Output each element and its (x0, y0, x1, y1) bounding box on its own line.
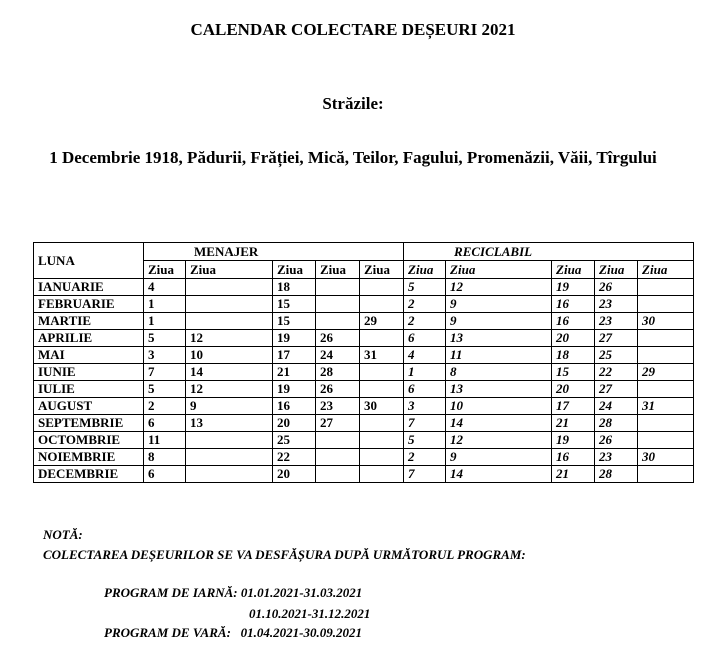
header-ziua: Ziua (404, 261, 446, 279)
menajer-day-cell (186, 466, 273, 483)
month-cell: AUGUST (34, 398, 144, 415)
reciclabil-day-cell: 17 (552, 398, 595, 415)
menajer-day-cell: 7 (144, 364, 186, 381)
menajer-day-cell (316, 279, 360, 296)
menajer-day-cell (360, 381, 404, 398)
menajer-day-cell (316, 296, 360, 313)
reciclabil-day-cell: 28 (595, 415, 638, 432)
table-row (34, 364, 694, 381)
reciclabil-day-cell: 5 (404, 279, 446, 296)
month-cell: IANUARIE (34, 279, 144, 296)
reciclabil-day-cell (638, 381, 694, 398)
menajer-day-cell: 1 (144, 313, 186, 330)
month-cell: MAI (34, 347, 144, 364)
menajer-day-cell: 26 (316, 381, 360, 398)
reciclabil-day-cell: 23 (595, 296, 638, 313)
menajer-day-cell (316, 313, 360, 330)
menajer-day-cell: 29 (360, 313, 404, 330)
menajer-day-cell (360, 364, 404, 381)
menajer-day-cell: 24 (316, 347, 360, 364)
summer-range: 01.04.2021-30.09.2021 (240, 625, 362, 640)
menajer-day-cell (360, 449, 404, 466)
table-row (34, 415, 694, 432)
menajer-day-cell: 23 (316, 398, 360, 415)
menajer-day-cell: 17 (273, 347, 316, 364)
menajer-day-cell (360, 466, 404, 483)
reciclabil-day-cell: 30 (638, 313, 694, 330)
reciclabil-day-cell: 28 (595, 466, 638, 483)
menajer-day-cell: 2 (144, 398, 186, 415)
menajer-day-cell: 10 (186, 347, 273, 364)
reciclabil-day-cell: 9 (446, 449, 552, 466)
menajer-day-cell (316, 432, 360, 449)
menajer-day-cell: 5 (144, 330, 186, 347)
menajer-day-cell (186, 313, 273, 330)
menajer-day-cell: 20 (273, 466, 316, 483)
month-cell: APRILIE (34, 330, 144, 347)
reciclabil-day-cell: 9 (446, 313, 552, 330)
header-ziua: Ziua (446, 261, 552, 279)
table-row (34, 398, 694, 415)
reciclabil-day-cell: 9 (446, 296, 552, 313)
reciclabil-day-cell: 16 (552, 296, 595, 313)
menajer-day-cell: 13 (186, 415, 273, 432)
menajer-day-cell (186, 279, 273, 296)
collection-calendar-table (33, 242, 694, 483)
reciclabil-day-cell: 18 (552, 347, 595, 364)
menajer-day-cell: 31 (360, 347, 404, 364)
reciclabil-day-cell: 15 (552, 364, 595, 381)
reciclabil-day-cell: 2 (404, 313, 446, 330)
reciclabil-day-cell: 4 (404, 347, 446, 364)
menajer-day-cell: 5 (144, 381, 186, 398)
reciclabil-day-cell (638, 347, 694, 364)
table-row (34, 296, 694, 313)
menajer-day-cell: 11 (144, 432, 186, 449)
header-ziua: Ziua (144, 261, 186, 279)
menajer-day-cell: 28 (316, 364, 360, 381)
reciclabil-day-cell: 12 (446, 279, 552, 296)
menajer-day-cell: 1 (144, 296, 186, 313)
reciclabil-day-cell: 14 (446, 466, 552, 483)
reciclabil-day-cell: 31 (638, 398, 694, 415)
menajer-day-cell: 6 (144, 415, 186, 432)
reciclabil-day-cell (638, 279, 694, 296)
reciclabil-day-cell: 23 (595, 313, 638, 330)
document-title: CALENDAR COLECTARE DEȘEURI 2021 (190, 20, 516, 39)
header-ziua: Ziua (595, 261, 638, 279)
menajer-day-cell: 3 (144, 347, 186, 364)
menajer-day-cell (186, 296, 273, 313)
menajer-day-cell (186, 432, 273, 449)
menajer-day-cell: 12 (186, 330, 273, 347)
reciclabil-day-cell: 21 (552, 466, 595, 483)
menajer-day-cell (360, 415, 404, 432)
header-ziua: Ziua (273, 261, 316, 279)
table-header-row (34, 243, 694, 261)
menajer-day-cell: 8 (144, 449, 186, 466)
reciclabil-day-cell (638, 466, 694, 483)
reciclabil-day-cell (638, 432, 694, 449)
table-row (34, 432, 694, 449)
winter-range-2: 01.10.2021-31.12.2021 (249, 606, 371, 621)
header-ziua: Ziua (360, 261, 404, 279)
menajer-day-cell: 4 (144, 279, 186, 296)
reciclabil-day-cell: 3 (404, 398, 446, 415)
header-luna: LUNA (34, 243, 144, 279)
month-cell: IUNIE (34, 364, 144, 381)
header-ziua: Ziua (552, 261, 595, 279)
table-row (34, 313, 694, 330)
month-cell: DECEMBRIE (34, 466, 144, 483)
header-ziua: Ziua (316, 261, 360, 279)
reciclabil-day-cell: 6 (404, 381, 446, 398)
header-menajer: MENAJER (144, 243, 404, 261)
reciclabil-day-cell: 19 (552, 279, 595, 296)
menajer-day-cell: 15 (273, 313, 316, 330)
reciclabil-day-cell: 20 (552, 330, 595, 347)
reciclabil-day-cell: 11 (446, 347, 552, 364)
menajer-day-cell: 22 (273, 449, 316, 466)
reciclabil-day-cell: 20 (552, 381, 595, 398)
menajer-day-cell (316, 449, 360, 466)
menajer-day-cell: 15 (273, 296, 316, 313)
winter-range-1: 01.01.2021-31.03.2021 (240, 585, 363, 600)
reciclabil-day-cell (638, 330, 694, 347)
menajer-day-cell: 14 (186, 364, 273, 381)
reciclabil-day-cell: 8 (446, 364, 552, 381)
streets-list: 1 Decembrie 1918, Pădurii, Frăției, Mică, Teilor, Fagului, Promenăzii, Văii, Tîrgului (49, 148, 657, 167)
reciclabil-day-cell: 10 (446, 398, 552, 415)
header-ziua: Ziua (638, 261, 694, 279)
menajer-day-cell: 25 (273, 432, 316, 449)
summer-program-label: PROGRAM DE VARĂ: (104, 625, 231, 640)
reciclabil-day-cell: 16 (552, 313, 595, 330)
reciclabil-day-cell: 27 (595, 381, 638, 398)
menajer-day-cell: 26 (316, 330, 360, 347)
month-cell: SEPTEMBRIE (34, 415, 144, 432)
menajer-day-cell (360, 330, 404, 347)
reciclabil-day-cell: 5 (404, 432, 446, 449)
reciclabil-day-cell: 13 (446, 330, 552, 347)
menajer-day-cell: 19 (273, 330, 316, 347)
table-row (34, 381, 694, 398)
header-reciclabil: RECICLABIL (404, 243, 694, 261)
header-ziua: Ziua (186, 261, 273, 279)
reciclabil-day-cell: 19 (552, 432, 595, 449)
reciclabil-day-cell: 13 (446, 381, 552, 398)
menajer-day-cell: 18 (273, 279, 316, 296)
reciclabil-day-cell: 1 (404, 364, 446, 381)
table-row (34, 466, 694, 483)
table-row (34, 279, 694, 296)
menajer-day-cell: 12 (186, 381, 273, 398)
menajer-day-cell: 9 (186, 398, 273, 415)
reciclabil-day-cell: 25 (595, 347, 638, 364)
month-cell: FEBRUARIE (34, 296, 144, 313)
reciclabil-day-cell: 29 (638, 364, 694, 381)
reciclabil-day-cell: 16 (552, 449, 595, 466)
streets-heading: Străzile: (322, 94, 384, 113)
table-row (34, 347, 694, 364)
reciclabil-day-cell: 2 (404, 449, 446, 466)
menajer-day-cell (360, 279, 404, 296)
reciclabil-day-cell: 12 (446, 432, 552, 449)
reciclabil-day-cell: 14 (446, 415, 552, 432)
reciclabil-day-cell: 22 (595, 364, 638, 381)
month-cell: IULIE (34, 381, 144, 398)
reciclabil-day-cell: 26 (595, 432, 638, 449)
reciclabil-day-cell: 27 (595, 330, 638, 347)
menajer-day-cell: 6 (144, 466, 186, 483)
menajer-day-cell (316, 466, 360, 483)
menajer-day-cell: 20 (273, 415, 316, 432)
menajer-day-cell: 19 (273, 381, 316, 398)
menajer-day-cell: 16 (273, 398, 316, 415)
winter-program (104, 585, 362, 601)
menajer-day-cell: 30 (360, 398, 404, 415)
menajer-day-cell: 27 (316, 415, 360, 432)
reciclabil-day-cell (638, 296, 694, 313)
table-row (34, 330, 694, 347)
menajer-day-cell: 21 (273, 364, 316, 381)
reciclabil-day-cell: 24 (595, 398, 638, 415)
reciclabil-day-cell: 23 (595, 449, 638, 466)
reciclabil-day-cell (638, 415, 694, 432)
reciclabil-day-cell: 26 (595, 279, 638, 296)
note-label: NOTĂ: (43, 527, 83, 542)
month-cell: MARTIE (34, 313, 144, 330)
month-cell: OCTOMBRIE (34, 432, 144, 449)
month-cell: NOIEMBRIE (34, 449, 144, 466)
table-row (34, 449, 694, 466)
menajer-day-cell (186, 449, 273, 466)
reciclabil-day-cell: 7 (404, 415, 446, 432)
note-text: COLECTAREA DEȘEURILOR SE VA DESFĂȘURA DUPĂ URMĂTORUL PROGRAM: (43, 547, 526, 562)
reciclabil-day-cell: 6 (404, 330, 446, 347)
winter-program-label: PROGRAM DE IARNĂ: (104, 585, 238, 600)
menajer-day-cell (360, 432, 404, 449)
reciclabil-day-cell: 21 (552, 415, 595, 432)
summer-program (104, 625, 362, 641)
reciclabil-day-cell: 2 (404, 296, 446, 313)
reciclabil-day-cell: 7 (404, 466, 446, 483)
menajer-day-cell (360, 296, 404, 313)
reciclabil-day-cell: 30 (638, 449, 694, 466)
